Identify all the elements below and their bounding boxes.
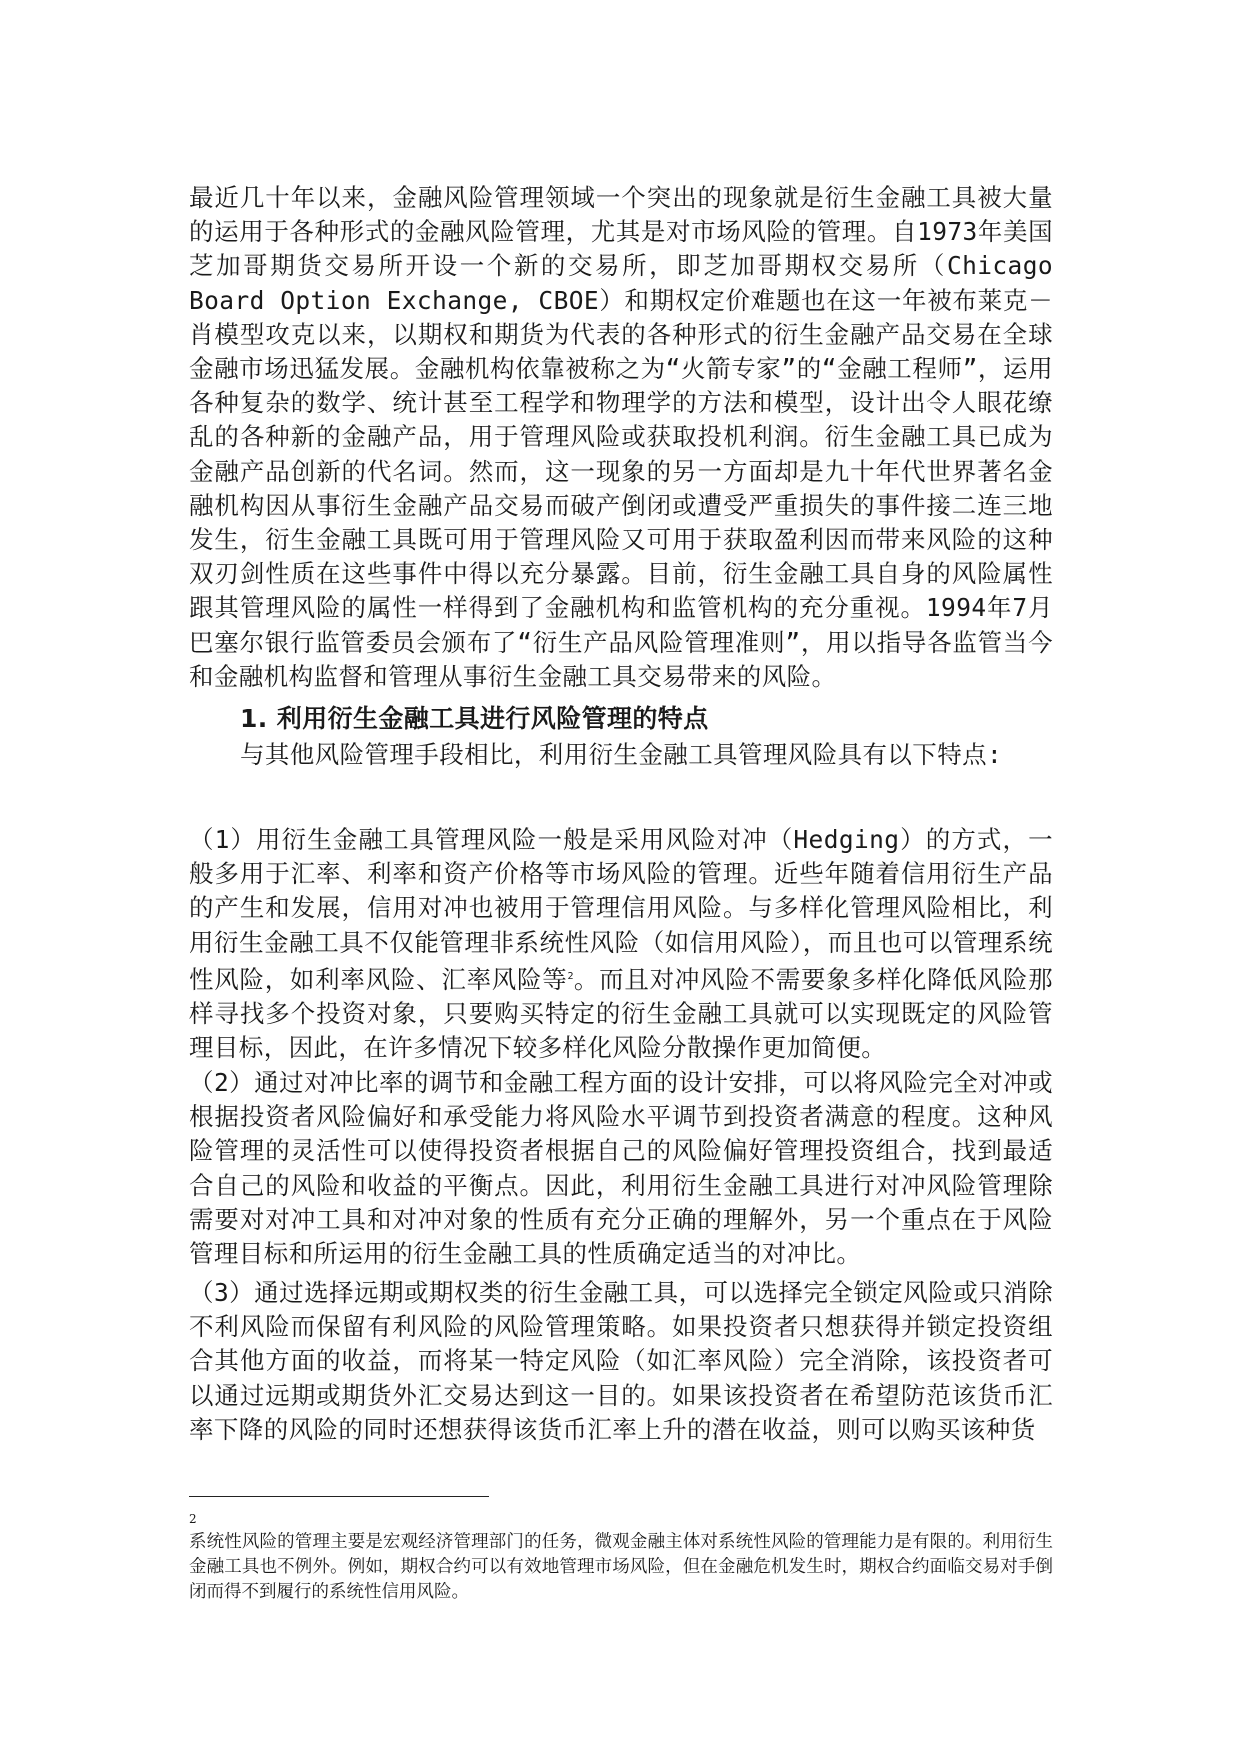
lead-sentence: 与其他风险管理手段相比，利用衍生金融工具管理风险具有以下特点: bbox=[240, 740, 1003, 769]
point-2-paragraph: （2）通过对冲比率的调节和金融工程方面的设计安排，可以将风险完全对冲或根据投资者风险偏好和承受能力将风险水平调节到投资者满意的程度。这种风险管理的灵活性可以使得投资者根据自己的风险偏好管理投资组合，找到最适合自己的风险和收益的平衡点。因此，利用衍生金融工具进行对冲风险管理除需要对对冲工具和对冲对象的性质有充分正确的理解外，另一个重点在于风险管理目标和所运用的衍生金融工具的性质确定适当的对冲比。 bbox=[189, 1068, 1053, 1269]
footnote-number: 2 bbox=[189, 1512, 197, 1526]
intro-paragraph: 最近几十年以来，金融风险管理领域一个突出的现象就是衍生金融工具被大量的运用于各种形式的金融风险管理，尤其是对市场风险的管理。自1973年美国芝加哥期货交易所开设一个新的交易所，即芝加哥期权交易所（Chicago Board Option Exchange, CBOE）和期权定价难题也在这一年被布莱克－肖模型攻克以来，以期权和期货为代表的各种形式的衍生金融产品交易在全球金融市场迅猛发展。金融机构依靠被称之为“火箭专家”的“金融工程师”，运用各种复杂的数学、统计甚至工程学和物理学的方法和模型，设计出令人眼花缭乱的各种新的金融产品，用于管理风险或获取投机利润。衍生金融工具已成为金融产品创新的代名词。然而，这一现象的另一方面却是九十年代世界著名金融机构因从事衍生金融产品交易而破产倒闭或遭受严重损失的事件接二连三地发生，衍生金融工具既可用于管理风险又可用于获取盈利因而带来风险的这种双刃剑性质在这些事件中得以充分暴露。目前，衍生金融工具自身的风险属性跟其管理风险的属性一样得到了金融机构和监管机构的充分重视。1994年7月巴塞尔银行监管委员会颁布了“衍生产品风险管理准则”，用以指导各监管当今和金融机构监督和管理从事衍生金融工具交易带来的风险。 bbox=[189, 183, 1053, 691]
point-1-text-continued: 。而且对冲风险不需要象多样化降低风险那样寻找多个投资对象，只要购买特定的衍生金融工具就可以实现既定的风险管理目标，因此，在许多情况下较多样化风险分散操作更加简便。 bbox=[189, 964, 1053, 1063]
footnote-separator bbox=[189, 1496, 489, 1497]
point-1-paragraph bbox=[189, 823, 1053, 1065]
point-3-paragraph: （3）通过选择远期或期权类的衍生金融工具，可以选择完全锁定风险或只消除不利风险而保留有利风险的风险管理策略。如果投资者只想获得并锁定投资组合其他方面的收益，而将某一特定风险（如汇率风险）完全消除，该投资者可以通过远期或期货外汇交易达到这一目的。如果该投资者在希望防范该货币汇率下降的风险的同时还想获得该货币汇率上升的潜在收益，则可以购买该种货 bbox=[189, 1278, 1053, 1444]
point-1-text: （1）用衍生金融工具管理风险一般是采用风险对冲（Hedging）的方式，一般多用于汇率、利率和资产价格等市场风险的管理。近些年随着信用衍生产品的产生和发展，信用对冲也被用于管理信用风险。与多样化管理风险相比，利用衍生金融工具不仅能管理非系统性风险（如信用风险），而且也可以管理系统性风险，如利率风险、汇率风险等 bbox=[189, 825, 1053, 994]
section-heading: 1. 利用衍生金融工具进行风险管理的特点 bbox=[240, 704, 709, 733]
footnote-text: 系统性风险的管理主要是宏观经济管理部门的任务，微观金融主体对系统性风险的管理能力是有限的。利用衍生金融工具也不例外。例如，期权合约可以有效地管理市场风险，但在金融危机发生时，期权合约面临交易对手倒闭而得不到履行的系统性信用风险。 bbox=[189, 1532, 1053, 1602]
footnote-reference[interactable]: 2 bbox=[567, 970, 574, 982]
